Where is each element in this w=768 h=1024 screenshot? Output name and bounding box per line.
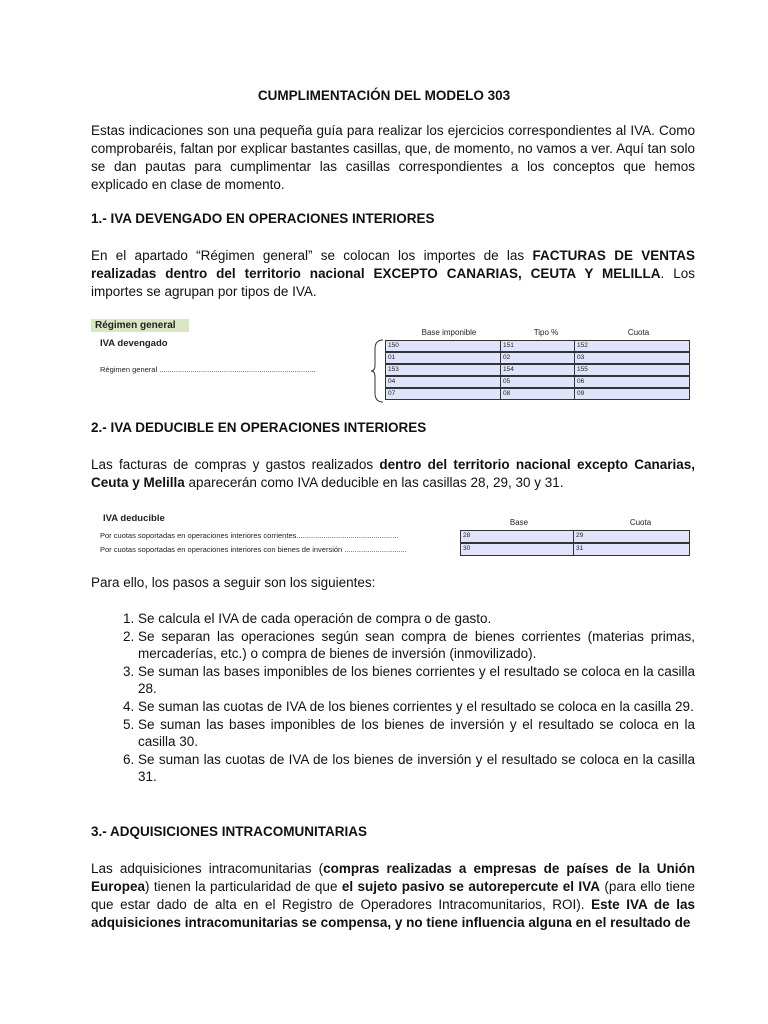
box-05[interactable]: 05: [500, 376, 576, 388]
box-01[interactable]: 01: [385, 352, 502, 364]
steps-intro: Para ello, los pasos a seguir son los siguientes:: [91, 575, 376, 590]
s3-text-2: compras realizadas a empresas de países de la Unión Europea: [91, 861, 695, 894]
box-06[interactable]: 06: [574, 376, 690, 388]
box-150[interactable]: 150: [385, 340, 502, 352]
s3-text-3: ) tienen la particularidad de que: [145, 879, 342, 894]
box-09[interactable]: 09: [574, 388, 690, 400]
list-item: 4. Se suman las cuotas de IVA de los bienes corrientes y el resultado se coloca en la casilla 29.: [138, 698, 695, 716]
row-inversion-label: Por cuotas soportadas en operaciones interiores con bienes de inversión ..............................: [100, 545, 407, 554]
list-item: 2. Se separan las operaciones según sean compra de bienes corrientes (materias primas, mercaderías, etc.) o compra de bienes de inversión (inmovilizado).: [138, 628, 695, 663]
s2-text-b: dentro del territorio nacional excepto Canarias, Ceuta y Melilla: [91, 457, 695, 490]
steps-list: [91, 610, 695, 786]
section-1-paragraph: [91, 247, 695, 301]
s1-text-a: En el apartado “Régimen general” se colocan los importes de las: [91, 248, 533, 263]
col-cuota-2: Cuota: [629, 518, 652, 527]
section-2-heading: 2.- IVA DEDUCIBLE EN OPERACIONES INTERIORES: [91, 420, 427, 435]
box-28[interactable]: 28: [460, 530, 575, 543]
box-03[interactable]: 03: [574, 352, 690, 364]
section-3-heading: 3.- ADQUISICIONES INTRACOMUNITARIAS: [91, 824, 368, 839]
box-07[interactable]: 07: [385, 388, 502, 400]
s3-text-4: el sujeto pasivo se autorepercute el IVA: [341, 879, 600, 894]
box-30[interactable]: 30: [460, 543, 575, 556]
list-item: 6. Se suman las cuotas de IVA de los bienes de inversión y el resultado se coloca en la casilla 31.: [138, 751, 695, 786]
box-02[interactable]: 02: [500, 352, 576, 364]
regimen-row-label: Régimen general ...........................................................................: [100, 365, 316, 374]
col-base-imponible: Base imponible: [421, 328, 477, 337]
section-1-heading: 1.- IVA DEVENGADO EN OPERACIONES INTERIORES: [91, 211, 435, 226]
box-154[interactable]: 154: [500, 364, 576, 376]
s2-text-c: aparecerán como IVA deducible en las casillas 28, 29, 30 y 31.: [184, 475, 564, 490]
col-cuota: Cuota: [627, 328, 650, 337]
list-item: 1. Se calcula el IVA de cada operación de compra o de gasto.: [138, 610, 695, 628]
iva-devengado-label: IVA devengado: [100, 338, 168, 349]
box-31[interactable]: 31: [573, 543, 690, 556]
brace-icon: [371, 339, 385, 403]
box-151[interactable]: 151: [500, 340, 576, 352]
box-152[interactable]: 152: [574, 340, 690, 352]
col-tipo: Tipo %: [533, 328, 559, 337]
list-item: 3. Se suman las bases imponibles de los bienes corrientes y el resultado se coloca en la casilla 28.: [138, 663, 695, 698]
box-08[interactable]: 08: [500, 388, 576, 400]
form-regimen-general: [91, 318, 691, 404]
iva-deducible-title: IVA deducible: [103, 513, 165, 524]
box-153[interactable]: 153: [385, 364, 502, 376]
page-title: CUMPLIMENTACIÓN DEL MODELO 303: [257, 88, 511, 103]
section-3-paragraph: [91, 860, 695, 932]
s3-text-6: Este IVA de las adquisiciones intracomunitarias se compensa, y no tiene influencia alguna en el resultado de: [91, 897, 695, 930]
section-2-paragraph: [91, 456, 695, 492]
intro-paragraph: Estas indicaciones son una pequeña guía para realizar los ejercicios correspondientes al IVA. Como comprobaréis, faltan por explicar bastantes casillas, que, de momento, no vamos a ver. Aquí tan solo se dan pautas para cumplimentar las casillas correspondientes a los conceptos que hemos explicado en clase de momento.: [91, 123, 695, 192]
s1-text-b: FACTURAS DE VENTAS realizadas dentro del territorio nacional EXCEPTO CANARIAS, CEUTA Y MELILLA: [91, 248, 695, 281]
s3-text-1: Las adquisiciones intracomunitarias (: [91, 861, 324, 876]
regimen-badge: Régimen general: [91, 319, 189, 332]
box-29[interactable]: 29: [573, 530, 690, 543]
s2-text-a: Las facturas de compras y gastos realizados: [91, 457, 380, 472]
box-04[interactable]: 04: [385, 376, 502, 388]
col-base: Base: [509, 518, 529, 527]
s1-text-c: . Los importes se agrupan por tipos de IVA.: [91, 266, 695, 299]
box-155[interactable]: 155: [574, 364, 690, 376]
form-iva-deducible: [91, 510, 691, 560]
row-corrientes-label: Por cuotas soportadas en operaciones interiores corrientes.................................................: [100, 531, 399, 540]
list-item: 5. Se suman las bases imponibles de los bienes de inversión y el resultado se coloca en la casilla 30.: [138, 716, 695, 751]
s3-text-5: (para ello tiene que estar dado de alta en el Registro de Operadores Intracomunitarios, ROI).: [91, 879, 695, 912]
